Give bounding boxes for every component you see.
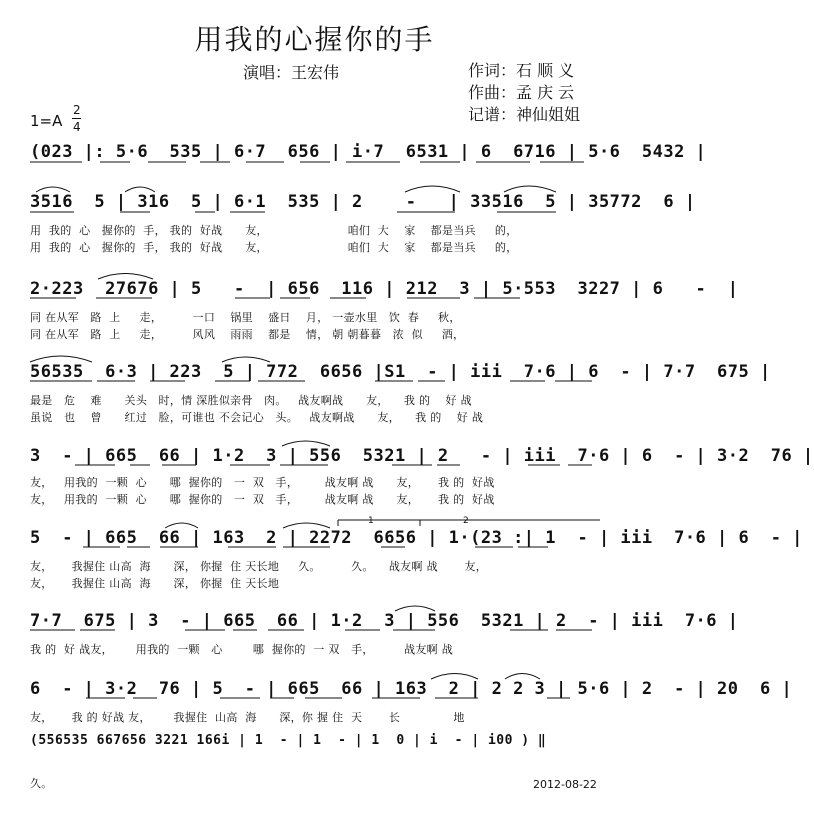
notation-line: 6 - | 3·2 76 | 5 - | 665 66 | 163 2 | 2 2 3 | 5·6 | 2 - | 20 6 | [30,679,793,699]
volta-first-label: 1 [368,516,374,526]
singer-credit: 演唱：王宏伟 [243,63,340,82]
notation-line: 2·223 27676 | 5 - | 656 116 | 212 3 | 5·553 3227 | 6 - | [30,279,739,299]
notation-line: 5 - | 665 66 | 163 2 | 2272 6656 | 1·(23 :| 1 - | iii 7·6 | 6 - | [30,528,803,548]
lyric-line: 我 的 好 战友， 用我的 一颗 心 哪 握你的 一 双 手， 战友啊 战 [30,643,454,656]
lyric-line-verse-2: 虽说 也 曾 红过 脸，可谁也 不会记心 头。 战友啊战 友， 我 的 好 战 [30,411,484,424]
lyric-line-verse-1: 最是 危 难 关头 时，情 深胜似亲骨 肉。 战友啊战 友， 我 的 好 战 [30,394,472,407]
lyric-line: 久。 [30,777,53,790]
volta-second-label: 2 [463,516,469,526]
time-signature-top: 2 [73,103,81,117]
lyricist-credit: 作词：石 顺 义 [468,61,575,80]
lyric-line: 友， 我 的 好战 友， 我握住 山高 海 深，你 握 住 天 长 地 [30,711,465,724]
song-title: 用我的心握你的手 [194,23,435,56]
transcriber-credit: 记谱：神仙姐姐 [468,105,581,124]
notation-line: (556535 667656 3221 166i | 1 - | 1 - | 1 0 | i - | i00 ) ‖ [30,733,547,748]
notation-line: 56535 6·3 | 223 5 | 772 6656 |S1 - | iii 7·6 | 6 - | 7·7 675 | [30,362,771,382]
composer-credit: 作曲：孟 庆 云 [468,83,575,102]
time-signature-bottom: 4 [73,120,81,134]
key-signature: 1=A [30,112,63,130]
notation-line: 7·7 675 | 3 - | 665 66 | 1·2 3 | 556 5321 | 2 - | iii 7·6 | [30,611,739,631]
notation-line: (023 |: 5·6 535 | 6·7 656 | i·7 6531 | 6 6716 | 5·6 5432 | [30,142,707,162]
notation-line: 3 - | 665 66 | 1·2 3 | 556 5321 | 2 - | iii 7·6 | 6 - | 3·2 76 | [30,446,814,466]
lyric-line-verse-2: 友， 用我的 一颗 心 哪 握你的 一 双 手， 战友啊 战 友， 我 的 好战 [30,493,495,506]
lyric-line-verse-2: 同 在从军 路 上 走， 风风 雨雨 都是 情， 朝 朝暮暮 浓 似 酒， [30,328,465,341]
notation-line: 3516 5 | 316 5 | 6·1 535 | 2 - | 33516 5 | 35772 6 | [30,192,696,212]
lyric-line-verse-1: 友， 我握住 山高 海 深， 你握 住 天长地 久。 久。 战友啊 战 友， [30,560,488,573]
lyric-line-verse-2: 友， 我握住 山高 海 深， 你握 住 天长地 [30,577,280,590]
lyric-line-verse-2: 用 我的 心 握你的 手， 我的 好战 友， 咱们 大 家 都是当兵 的， [30,241,518,254]
date-stamp: 2012-08-22 [533,778,597,791]
lyric-line-verse-1: 用 我的 心 握你的 手， 我的 好战 友， 咱们 大 家 都是当兵 的， [30,224,518,237]
lyric-line-verse-1: 同 在从军 路 上 走， 一口 锅里 盛日 月， 一壶水里 饮 春 秋， [30,311,461,324]
lyric-line-verse-1: 友， 用我的 一颗 心 哪 握你的 一 双 手， 战友啊 战 友， 我 的 好战 [30,476,495,489]
time-signature-bar [72,118,81,119]
